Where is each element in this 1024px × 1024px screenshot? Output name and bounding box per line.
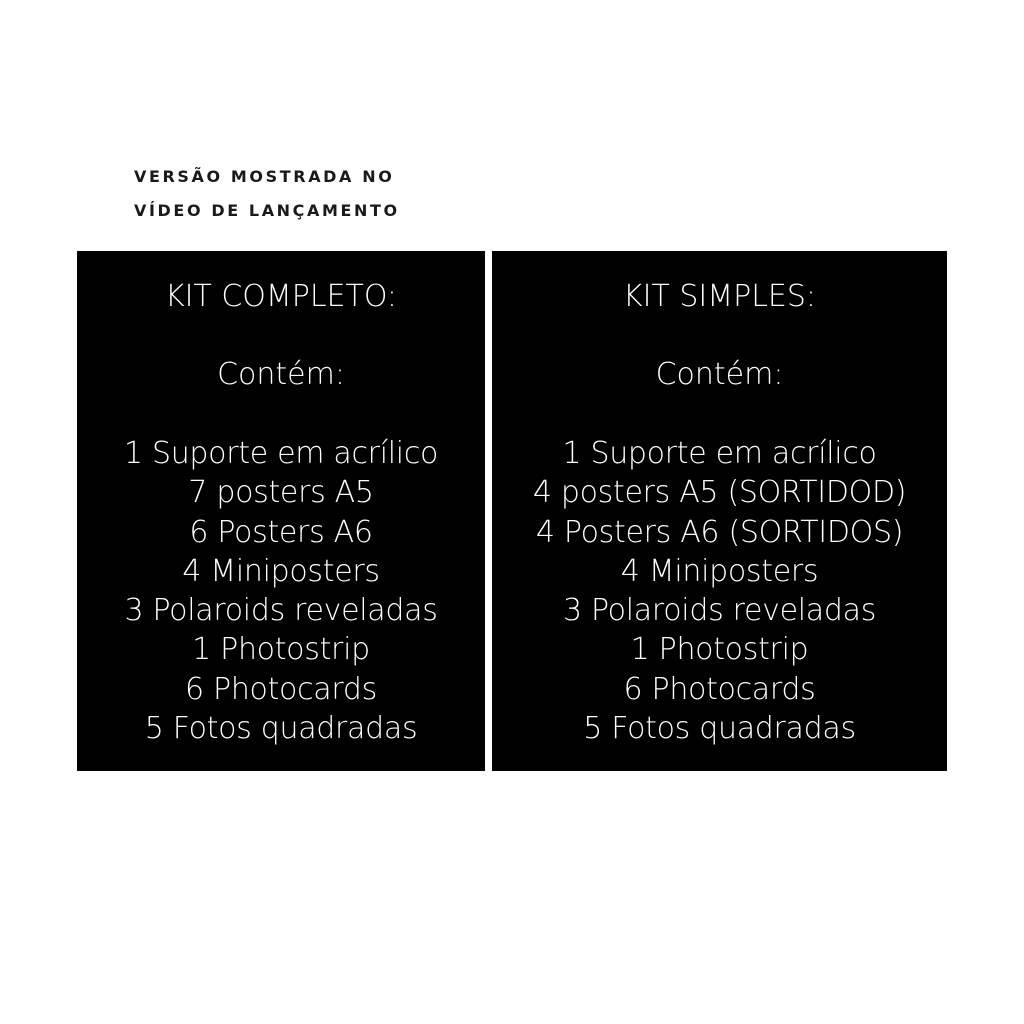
kit-simples-title: KIT SIMPLES: <box>622 279 817 314</box>
kit-simples-items <box>492 434 947 748</box>
kit-completo-items <box>77 434 485 748</box>
list-item: 4 Posters A6 (SORTIDOS) <box>535 514 904 550</box>
caption-line-1: VERSÃO MOSTRADA NO <box>134 167 395 186</box>
list-item: 3 Polaroids reveladas <box>562 593 877 629</box>
kit-completo-title: KIT COMPLETO: <box>164 279 398 314</box>
kit-completo-panel <box>77 251 485 771</box>
list-item: 6 Photocards <box>185 671 377 707</box>
list-item: 1 Suporte em acrílico <box>123 436 439 471</box>
list-item: 1 Photostrip <box>630 632 809 668</box>
kit-simples-contains-label: Contém: <box>655 357 784 392</box>
kit-completo-contains-label: Contém: <box>217 357 345 392</box>
list-item: 1 Photostrip <box>192 632 370 668</box>
list-item: 6 Photocards <box>623 671 816 707</box>
list-item: 4 Miniposters <box>182 553 380 589</box>
caption <box>134 160 474 228</box>
list-item: 7 posters A5 <box>188 475 374 511</box>
list-item: 5 Fotos quadradas <box>583 711 856 747</box>
kit-simples-panel <box>492 251 947 771</box>
caption-line-2: VÍDEO DE LANÇAMENTO <box>134 201 400 220</box>
list-item: 5 Fotos quadradas <box>144 711 418 747</box>
list-item: 3 Polaroids reveladas <box>124 593 438 629</box>
list-item: 6 Posters A6 <box>189 514 373 550</box>
list-item: 4 posters A5 (SORTIDOD) <box>532 475 907 511</box>
list-item: 4 Miniposters <box>620 553 819 589</box>
list-item: 1 Suporte em acrílico <box>562 436 877 471</box>
